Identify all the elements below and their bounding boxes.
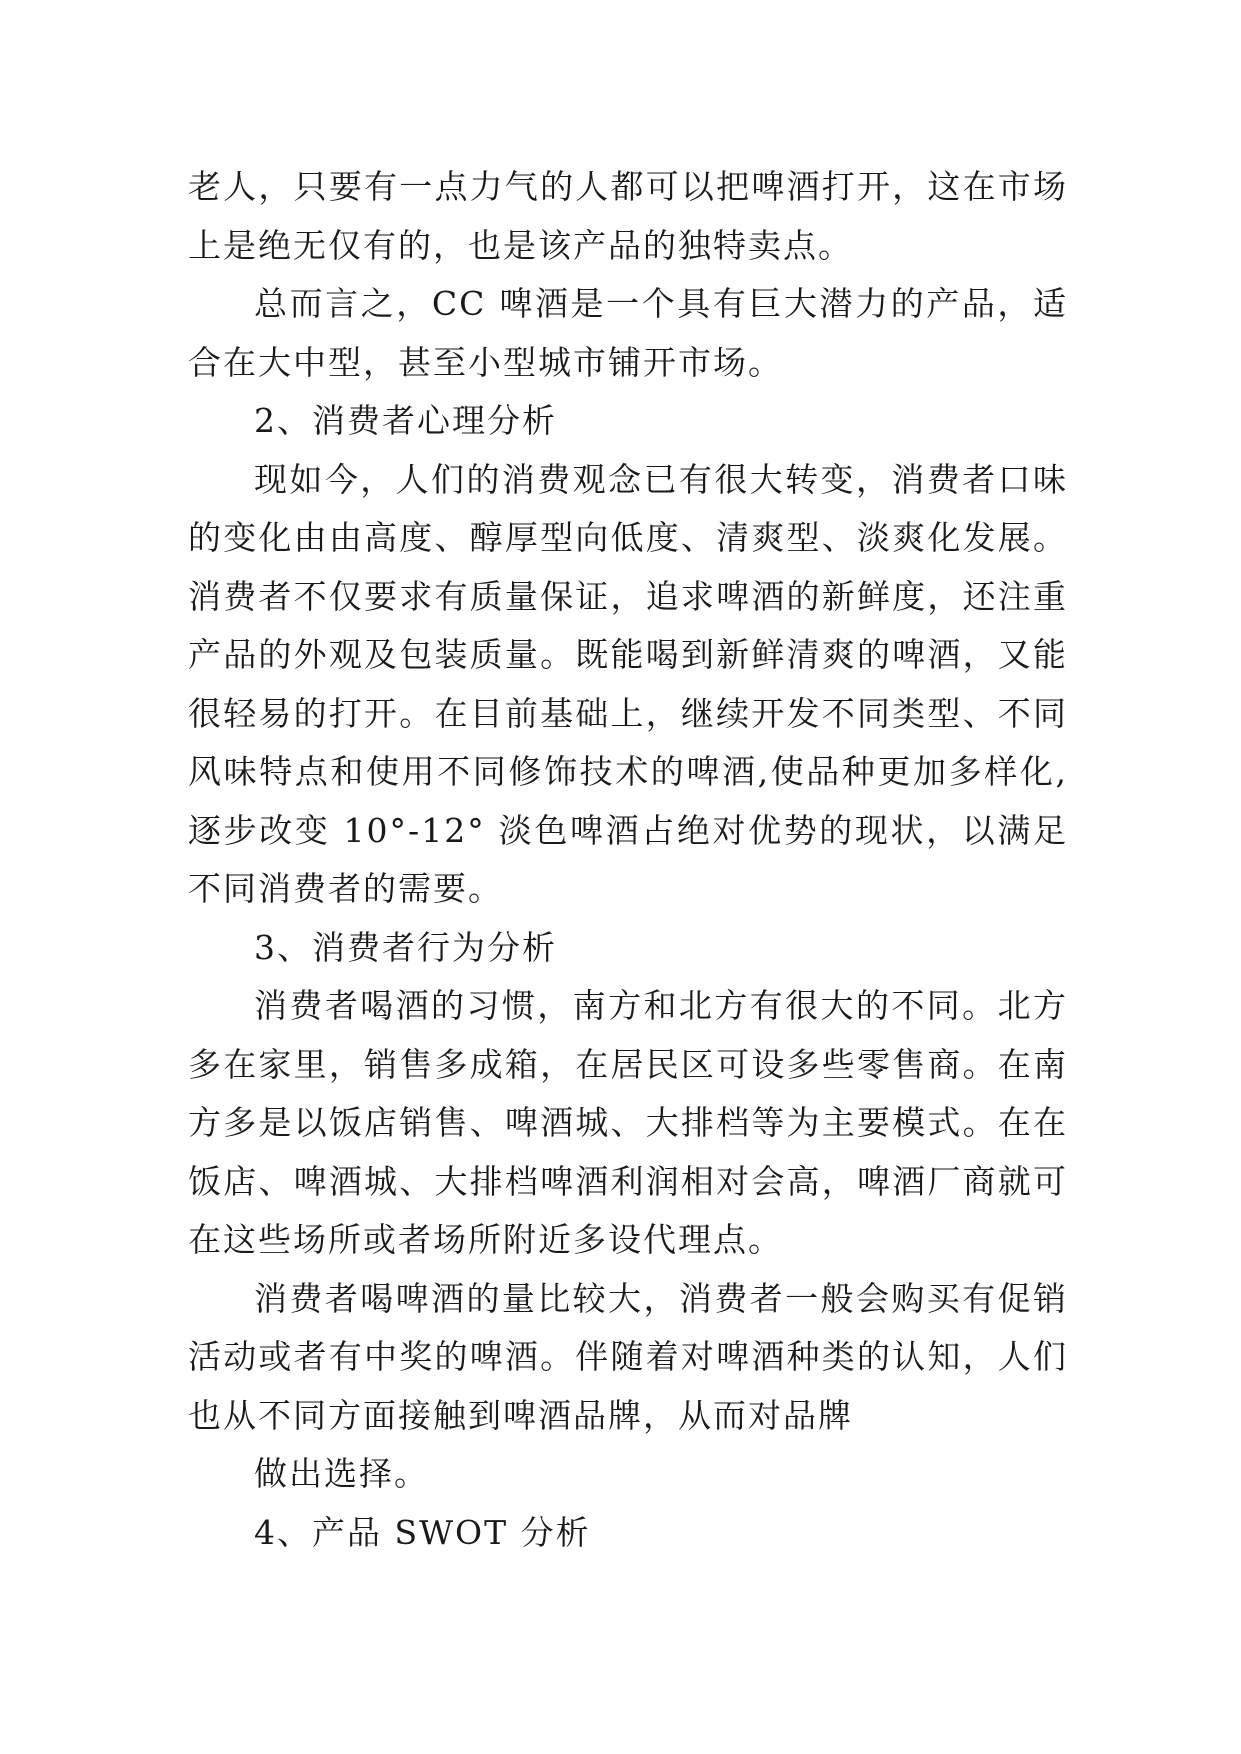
paragraph-continued: 老人，只要有一点力气的人都可以把啤酒打开，这在市场上是绝无仅有的，也是该产品的独特卖点。 bbox=[188, 167, 1068, 265]
section-heading-consumer-psychology: 2、消费者心理分析 bbox=[254, 401, 557, 440]
section-heading-swot: 4、产品 SWOT 分析 bbox=[254, 1512, 591, 1552]
paragraph-consumer-behavior-2: 消费者喝啤酒的量比较大，消费者一般会购买有促销活动或者有中奖的啤酒。伴随着对啤酒种类的认知，人们也从不同方面接触到啤酒品牌，从而对品牌 bbox=[188, 1278, 1068, 1435]
paragraph-consumer-behavior-1: 消费者喝酒的习惯，南方和北方有很大的不同。北方多在家里，销售多成箱，在居民区可设多些零售商。在南方多是以饭店销售、啤酒城、大排档等为主要模式。在在饭店、啤酒城、大排档啤酒利润相对会高，啤酒厂商就可在这些场所或者场所附近多设代理点。 bbox=[188, 986, 1068, 1259]
paragraph-summary: 总而言之，CC 啤酒是一个具有巨大潜力的产品，适合在大中型，甚至小型城市铺开市场。 bbox=[188, 284, 1068, 382]
paragraph-consumer-behavior-3: 做出选择。 bbox=[254, 1454, 429, 1493]
paragraph-consumer-psychology: 现如今，人们的消费观念已有很大转变，消费者口味的变化由由高度、醇厚型向低度、清爽型、淡爽化发展。消费者不仅要求有质量保证，追求啤酒的新鲜度，还注重产品的外观及包装质量。既能喝到新鲜清爽的啤酒，又能很轻易的打开。在目前基础上，继续开发不同类型、不同风味特点和使用不同修饰技术的啤酒,使品种更加多样化,逐步改变 10°-12° 淡色啤酒占绝对优势的现状，以满足不同消费者的需要。 bbox=[188, 459, 1068, 908]
section-heading-consumer-behavior: 3、消费者行为分析 bbox=[254, 927, 557, 967]
document-body bbox=[188, 158, 1068, 1562]
